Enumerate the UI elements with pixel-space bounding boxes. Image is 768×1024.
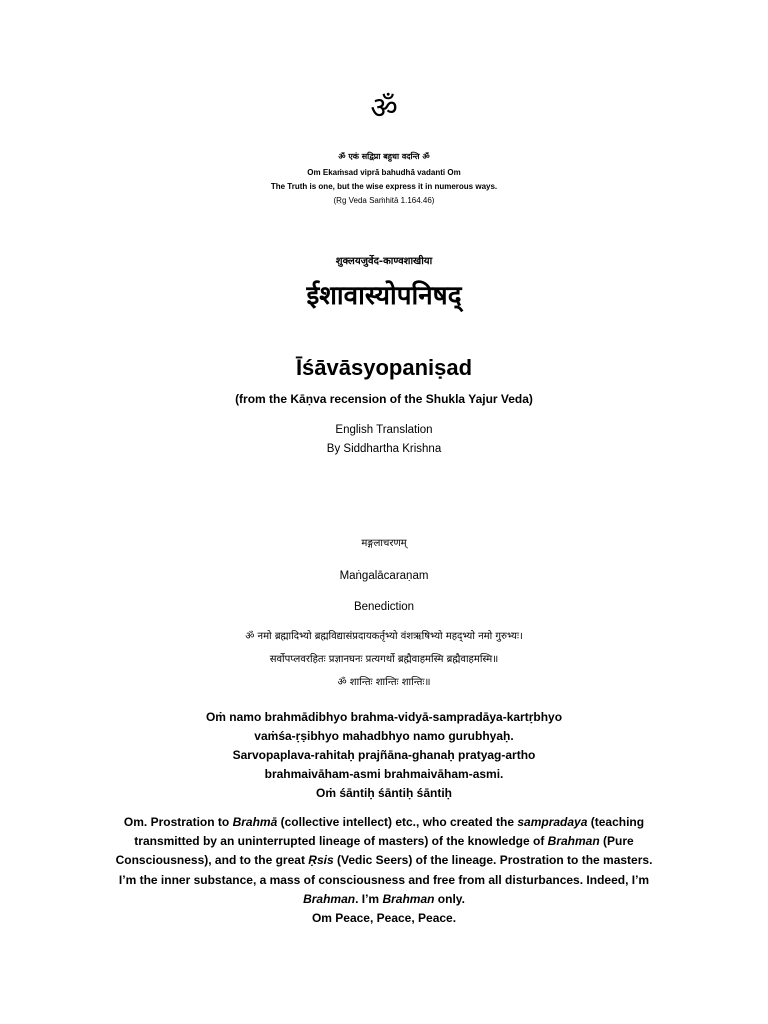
sanskrit-verse-line: सर्वोपप्लवरहितः प्रज्ञानघनः प्रत्यगर्थो ब्रह्मैवाहमस्मि ब्रह्मैवाहमस्मि॥	[269, 654, 499, 665]
quote-citation: (Ṛg Veda Saṁhitā 1.164.46)	[333, 196, 435, 205]
paragraph-line: Om Peace, Peace, Peace.	[311, 911, 457, 926]
translation-paragraph	[100, 813, 668, 928]
sanskrit-quote: ॐ एकं सद्विप्रा बहुधा वदन्ति ॐ	[338, 152, 430, 161]
roman-verse-line: Oṁ namo brahmādibhyo brahma-vidyā-sampradāya-kartṛbhyo	[205, 710, 563, 724]
paragraph-line: transmitted by an uninterrupted lineage of masters) of the knowledge of Brahman (Pure	[134, 834, 634, 849]
translation-label: English Translation	[335, 424, 433, 436]
om-symbol: ॐ	[370, 91, 398, 126]
invocation-sanskrit-heading: मङ्गलाचरणम्	[361, 538, 407, 549]
roman-verse-line: Sarvopaplava-rahitaḥ prajñāna-ghanaḥ pratyag-artho	[232, 748, 536, 762]
roman-verse-line: Oṁ śāntiḥ śāntiḥ śāntiḥ	[315, 786, 453, 800]
page-title: Īśāvāsyopaniṣad	[295, 355, 473, 380]
paragraph-line: Om. Prostration to Brahmā (collective intellect) etc., who created the sampradaya (teaching	[123, 815, 645, 829]
invocation-english-heading: Benediction	[353, 601, 415, 613]
roman-verse-line: vaṁśa-ṛṣibhyo mahadbhyo namo gurubhyaḥ.	[254, 729, 514, 743]
author: By Siddhartha Krishna	[326, 443, 442, 455]
roman-verse-line: brahmaivāham-asmi brahmaivāham-asmi.	[264, 767, 504, 781]
paragraph-line: I’m the inner substance, a mass of consciousness and free from all disturbances. Indeed, I’m	[118, 872, 650, 887]
paragraph-line: Consciousness), and to the great Ṛsis (Vedic Seers) of the lineage. Prostration to the masters.	[115, 853, 653, 868]
sanskrit-recension: शुक्लयजुर्वेद-काण्वशाखीया	[335, 256, 433, 267]
sanskrit-verse-line: ॐ शान्तिः शान्तिः शान्तिः॥	[337, 677, 431, 688]
subtitle: (from the Kāṇva recension of the Shukla Yajur Veda)	[235, 392, 533, 406]
quote-transliteration: Om Ekaṁsad viprā bahudhā vadanti Om	[307, 168, 461, 177]
paragraph-line: Brahman. I’m Brahman only.	[303, 891, 465, 906]
invocation-roman-heading: Maṅgalācaraṇam	[339, 570, 429, 582]
sanskrit-title: ईशावास्योपनिषद्	[306, 281, 462, 311]
sanskrit-verse-line: ॐ नमो ब्रह्मादिभ्यो ब्रह्मविद्यासंप्रदायकर्तृभ्यो वंशऋषिभ्यो महद्भ्यो नमो गुरुभ्यः।	[245, 631, 523, 642]
quote-translation: The Truth is one, but the wise express it in numerous ways.	[270, 182, 498, 191]
